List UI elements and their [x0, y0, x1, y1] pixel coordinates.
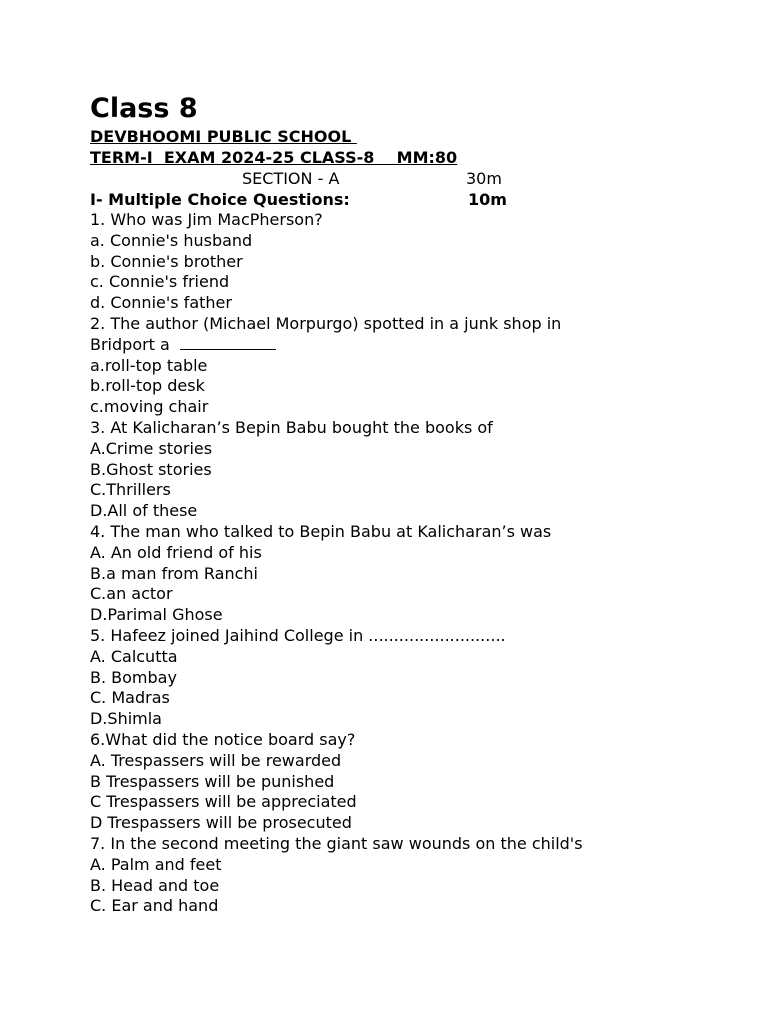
question-3: 3. At Kalicharan’s Bepin Babu bought the books of: [90, 417, 493, 437]
option: c. Connie's friend: [90, 272, 230, 292]
question-2-continued: [90, 335, 740, 356]
option: A.Crime stories: [90, 438, 213, 458]
question-5: 5. Hafeez joined Jaihind College in ...........................: [90, 625, 506, 645]
mcq-heading-label: I- Multiple Choice Questions:: [90, 190, 350, 209]
question-2: 2. The author (Michael Morpurgo) spotted in a junk shop in: [90, 313, 562, 333]
option: D.All of these: [90, 501, 198, 521]
exam-paper: [90, 92, 740, 917]
option: D Trespassers will be prosecuted: [90, 813, 352, 833]
option: A. Palm and feet: [90, 854, 222, 874]
option: B. Bombay: [90, 667, 177, 687]
option: B.a man from Ranchi: [90, 563, 258, 583]
option: C. Ear and hand: [90, 896, 219, 916]
option: b. Connie's brother: [90, 251, 243, 271]
option: C.Thrillers: [90, 480, 171, 500]
section-name: SECTION - A: [242, 169, 340, 188]
option: B. Head and toe: [90, 875, 220, 895]
option: A. Trespassers will be rewarded: [90, 750, 342, 770]
fill-in-blank: [180, 335, 276, 350]
question-7: 7. In the second meeting the giant saw wounds on the child's: [90, 833, 583, 853]
option: C. Madras: [90, 688, 170, 708]
option: d. Connie's father: [90, 293, 232, 313]
mcq-heading-marks: 10m: [468, 190, 507, 209]
option: C Trespassers will be appreciated: [90, 792, 357, 812]
section-time: 30m: [466, 169, 502, 188]
section-header: [90, 168, 740, 189]
option: A. Calcutta: [90, 646, 178, 666]
option: a.roll-top table: [90, 355, 208, 375]
option: D.Shimla: [90, 709, 162, 729]
school-name: DEVBHOOMI PUBLIC SCHOOL: [90, 127, 357, 146]
question-1: 1. Who was Jim MacPherson?: [90, 210, 323, 229]
question-2-continued-text: Bridport a: [90, 334, 170, 354]
option: B.Ghost stories: [90, 459, 212, 479]
option: D.Parimal Ghose: [90, 605, 223, 625]
exam-header: TERM-I EXAM 2024-25 CLASS-8 MM:80: [90, 148, 458, 167]
question-4: 4. The man who talked to Bepin Babu at Kalicharan’s was: [90, 521, 552, 541]
question-6: 6.What did the notice board say?: [90, 729, 356, 749]
option: b.roll-top desk: [90, 376, 205, 396]
option: C.an actor: [90, 584, 173, 604]
document-title: Class 8: [90, 93, 198, 124]
option: a. Connie's husband: [90, 230, 253, 250]
option: A. An old friend of his: [90, 542, 262, 562]
option: c.moving chair: [90, 397, 209, 417]
mcq-heading: [90, 189, 740, 210]
option: B Trespassers will be punished: [90, 771, 335, 791]
